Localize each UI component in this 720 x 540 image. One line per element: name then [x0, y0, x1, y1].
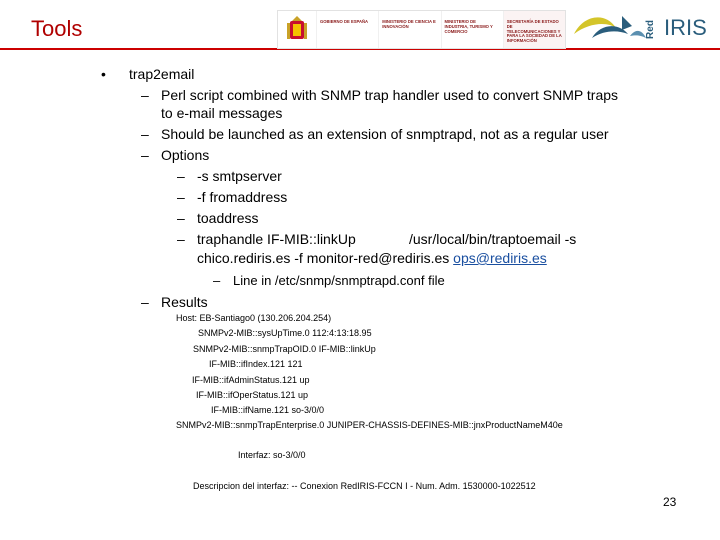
result-line: IF-MIB::ifIndex.121 121: [209, 359, 303, 369]
bullet-options: Options: [161, 147, 210, 163]
logo-gobierno: GOBIERNO DE ESPAÑA: [316, 11, 378, 48]
dash-marker: –: [141, 126, 149, 142]
dash-marker: –: [177, 189, 185, 205]
logo-ministerio-industria: MINISTERIO DE INDUSTRIA, TURISMO Y COMERCIO: [441, 11, 503, 48]
result-line: Host: EB-Santiago0 (130.206.204.254): [176, 313, 332, 323]
result-line: Descripcion del interfaz: -- Conexion RedIRIS-FCCN I - Num. Adm. 1530000-1022512: [193, 481, 536, 491]
option-traphandle-cont: chico.rediris.es -f monitor-red@rediris.es ops@rediris.es: [197, 250, 547, 266]
rediris-iris-label: IRIS: [664, 15, 707, 40]
rediris-swirl-icon: [570, 8, 650, 48]
dash-marker: –: [177, 168, 185, 184]
result-line: IF-MIB::ifOperStatus.121 up: [196, 390, 309, 400]
spain-crest-icon: [278, 11, 316, 48]
bullet-snmptrapd: Should be launched as an extension of snmptrapd, not as a regular user: [161, 126, 609, 142]
ops-email-link[interactable]: ops@rediris.es: [453, 250, 547, 266]
option-smtpserver: -s smtpserver: [197, 168, 282, 184]
result-line: SNMPv2-MIB::sysUpTime.0 112:4:13:18.95: [198, 328, 372, 338]
rediris-red-label: Red: [644, 20, 656, 39]
bullet-results: Results: [161, 294, 208, 310]
bullet-perl-script: Perl script combined with SNMP trap handler used to convert SNMP traps: [161, 87, 619, 103]
option-fromaddress: -f fromaddress: [197, 189, 288, 205]
option-toaddress: toaddress: [197, 210, 259, 226]
option-traphandle: traphandle IF-MIB::linkUp: [197, 231, 356, 247]
bullet-trap2email: trap2email: [129, 66, 195, 82]
slide-title: Tools: [31, 16, 83, 41]
dash-marker: –: [177, 210, 185, 226]
result-line: IF-MIB::ifAdminStatus.121 up: [192, 375, 310, 385]
page-number: 23: [663, 495, 677, 509]
option-traphandle-path: /usr/local/bin/traptoemail -s: [409, 231, 577, 247]
result-line: SNMPv2-MIB::snmpTrapEnterprise.0 JUNIPER-CHASSIS-DEFINES-MIB::jnxProductNameM40e: [176, 420, 563, 430]
dash-marker: –: [141, 147, 149, 163]
logo-ministerio-ciencia: MINISTERIO DE CIENCIA E INNOVACIÓN: [378, 11, 440, 48]
logo-secretaria: SECRETARÍA DE ESTADO DE TELECOMUNICACIONES Y PARA LA SOCIEDAD DE LA INFORMACIÓN: [503, 11, 565, 48]
ministry-logos: [277, 10, 566, 49]
result-line: IF-MIB::ifName.121 so-3/0/0: [211, 405, 325, 415]
dash-marker: –: [141, 87, 149, 103]
dash-marker: –: [141, 294, 149, 310]
dash-marker: –: [213, 273, 221, 288]
dash-marker: –: [177, 231, 185, 247]
result-line: SNMPv2-MIB::snmpTrapOID.0 IF-MIB::linkUp: [193, 344, 376, 354]
bullet-marker: •: [101, 66, 106, 82]
bullet-perl-script-cont: to e-mail messages: [161, 105, 283, 121]
result-line: Interfaz: so-3/0/0: [238, 450, 306, 460]
option-config-note: Line in /etc/snmp/snmptrapd.conf file: [233, 273, 445, 288]
